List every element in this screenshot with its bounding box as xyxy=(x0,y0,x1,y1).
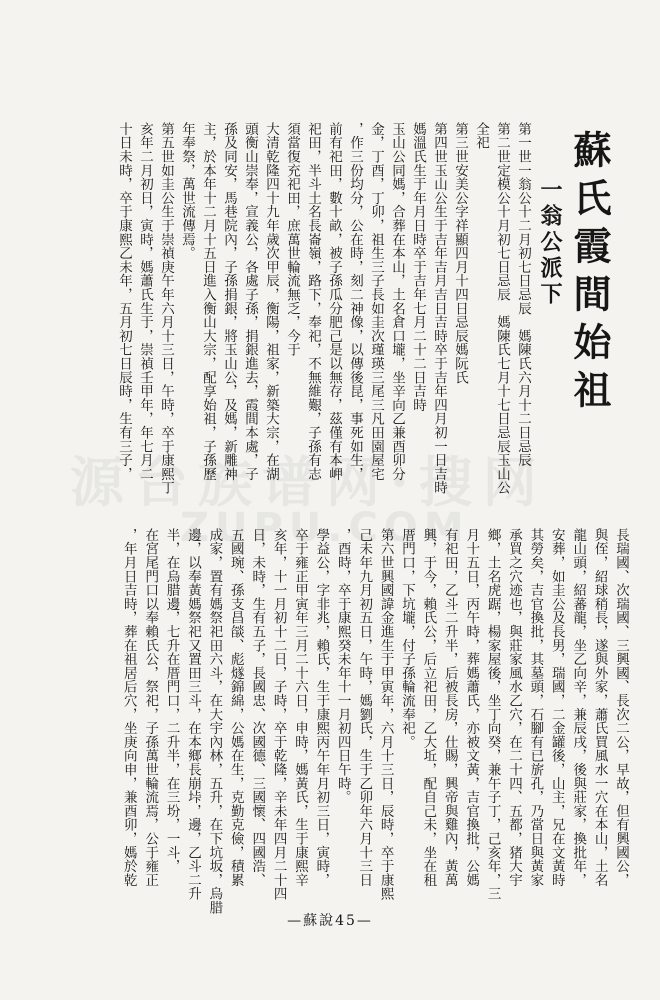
text-column: 玉山公同媽，合葬在本山，土名倉口壠，坐辛向乙兼酉卯分 xyxy=(389,122,405,481)
text-column: 亥年，十一月初十二日，子時，卒于乾隆，辛未年四月二十四 xyxy=(270,528,287,901)
page-title: 蘇氏霞間始祖 xyxy=(567,130,612,418)
text-column: 大清乾隆四十九年歲次甲辰，衡陽，祖家，新築大宗，在湖 xyxy=(263,122,279,481)
text-column: 主，於本年十二月十五日進入衡山大宗，配享始祖，子孫歷 xyxy=(200,122,216,481)
text-column: 興，于今，賴氏公，后立祀田，乙大坵，配自己未，坐在租 xyxy=(420,528,437,887)
text-column: 孫及同安，馬巷院內，子孫捐銀，將玉山公，及媽，新雕神 xyxy=(221,122,237,481)
text-column: 第二世定模公十月初七日忌辰 媽陳氏七月十七日忌辰玉山公 xyxy=(494,122,510,495)
text-column: 全祀 xyxy=(473,122,489,150)
page-subtitle: 一翁公派下 xyxy=(537,178,563,308)
text-column: 鄉，土名虎踞，楊家屋後，坐丁向癸，兼午子丁，己亥年，三 xyxy=(484,528,501,901)
text-column: 其勞矣，吉官換批，其墓頭，石腳有已旂孔，乃當日與黃家 xyxy=(527,528,544,887)
text-column: 厝門口，下坑壠，付子孫輪流奉祀。 xyxy=(399,528,415,749)
text-column: 承買之穴迹也，與莊家風水乙穴，在二十四、五都，猪大宇 xyxy=(506,528,522,887)
text-column: 學益公，字非兆，賴氏，生于康熙丙午年月初三日，寅時， xyxy=(313,528,330,887)
text-column: 頭衡山崇奉，宣義公，各處子孫，捐銀進去，霞間本處，子 xyxy=(242,122,258,481)
page-footer: —蘇說45— xyxy=(287,913,373,929)
text-column: 第六世興國諱金進生于甲寅年，六月十三日，辰時，卒于康熙 xyxy=(377,528,394,901)
text-column: 媽溫氏生于年月日時卒于吉年七月二十二日吉時 xyxy=(410,122,426,412)
text-column: ，酉時，卒于康熙癸未年十一月初四日午時。 xyxy=(334,528,351,804)
text-column: ，作三份均分，公在時，刻二神像，以傳後昆，事死如生， xyxy=(347,122,363,481)
text-column: 成家，置有媽祭祀田六斗，在大宇內林，五升，在下坑坂，烏腊 xyxy=(206,528,223,915)
text-column: 年奉祭，萬世流傳焉。 xyxy=(179,122,195,260)
watermark-url: ZUPU.COM xyxy=(180,505,470,551)
text-column: 有祀田，乙斗二升半，后被長房，仕賜，興帝與雞內，黃萬 xyxy=(441,528,458,887)
text-column: 與侄，紹球稍長，遂與外家，蕭氏買風水一穴在本山，土名 xyxy=(591,528,608,887)
text-column: 卒于雍正甲寅年三月二十六日，申時，媽黃氏，生于康熙辛 xyxy=(292,528,308,887)
text-column: 安葬，如圭公及長男，瑞國，二金罐後，山主，兄在文黃時 xyxy=(548,528,565,887)
text-column: 在宮尾門口以奉賴氏公，祭祀，子孫萬世輪流焉，公于雍正 xyxy=(142,528,159,887)
text-column: 第五世如圭公生于崇禎庚午年六月十三日，午時，卒于康熙丁 xyxy=(158,122,174,495)
text-column: 第四世玉山公生于吉年吉月吉日吉時卒于吉年四月初一日吉時 xyxy=(431,122,447,495)
text-column: 日，未時，生有五子，長國忠、次國德、三國懷、四國浩、 xyxy=(249,528,266,887)
text-column: 須當復充祀田，庶萬世輪流無乏，今于 xyxy=(284,122,300,357)
text-column: 十日未時，卒于康熙乙未年，五月初七日辰時，生有三子， xyxy=(116,122,132,481)
text-column: ，年月日吉時，葬在祖居后穴，坐庚向申，兼酉卯，媽於乾 xyxy=(120,528,137,887)
text-column: 祀田，半斗土名長崙嶺，路下，奉祀，不無維艱，子孫有志 xyxy=(305,122,321,481)
text-column: 金，丁酉，丁卯，祖生三子長如圭次瑾瑛三尾三凡田園屋宅 xyxy=(368,122,384,481)
text-column: 第一世一翁公十二月初七日忌辰 媽陳氏六月十二日忌辰 xyxy=(515,122,531,467)
text-column: 前有祀田，數十畝，被子孫瓜分肥己是以無存，茲僅有本岬 xyxy=(326,122,342,481)
text-column: 龍山頭，紹蕃龍，坐乙向辛，兼辰戌，後與莊家，換批年， xyxy=(570,528,587,887)
text-column: 第三世安美公字祥顯四月十四日忌辰媽阮氏 xyxy=(452,122,468,385)
text-column: 五國琬、孫支昌燄、彪燧錦綿，公媽在生，克勤克儉，積累 xyxy=(227,528,244,887)
text-column: 邊，以奉黃媽祭祀又置田三斗，在本鄉長崩垰，邊，乙斗二升 xyxy=(185,528,201,901)
text-column: 亥年二月初日，寅時，媽蕭氏生于，崇禎壬甲年，年七月二 xyxy=(137,122,153,481)
text-column: 己未年九月初五日，午時，媽劉氏，生于乙卯年六月十三日 xyxy=(356,528,373,887)
text-column: 長瑞國、次瑞國、三興國、長次二公，早故，但有興國公， xyxy=(613,528,629,887)
text-column: 月十五日，丙午時，葬媽蕭氏，亦被文黃，吉官換批，公媽 xyxy=(463,528,480,887)
watermark: 源台族谱网·搜网 xyxy=(70,450,547,514)
text-column: 半，在烏腊邊，七升在厝門口，二升半，在三坋，一斗， xyxy=(163,528,180,873)
